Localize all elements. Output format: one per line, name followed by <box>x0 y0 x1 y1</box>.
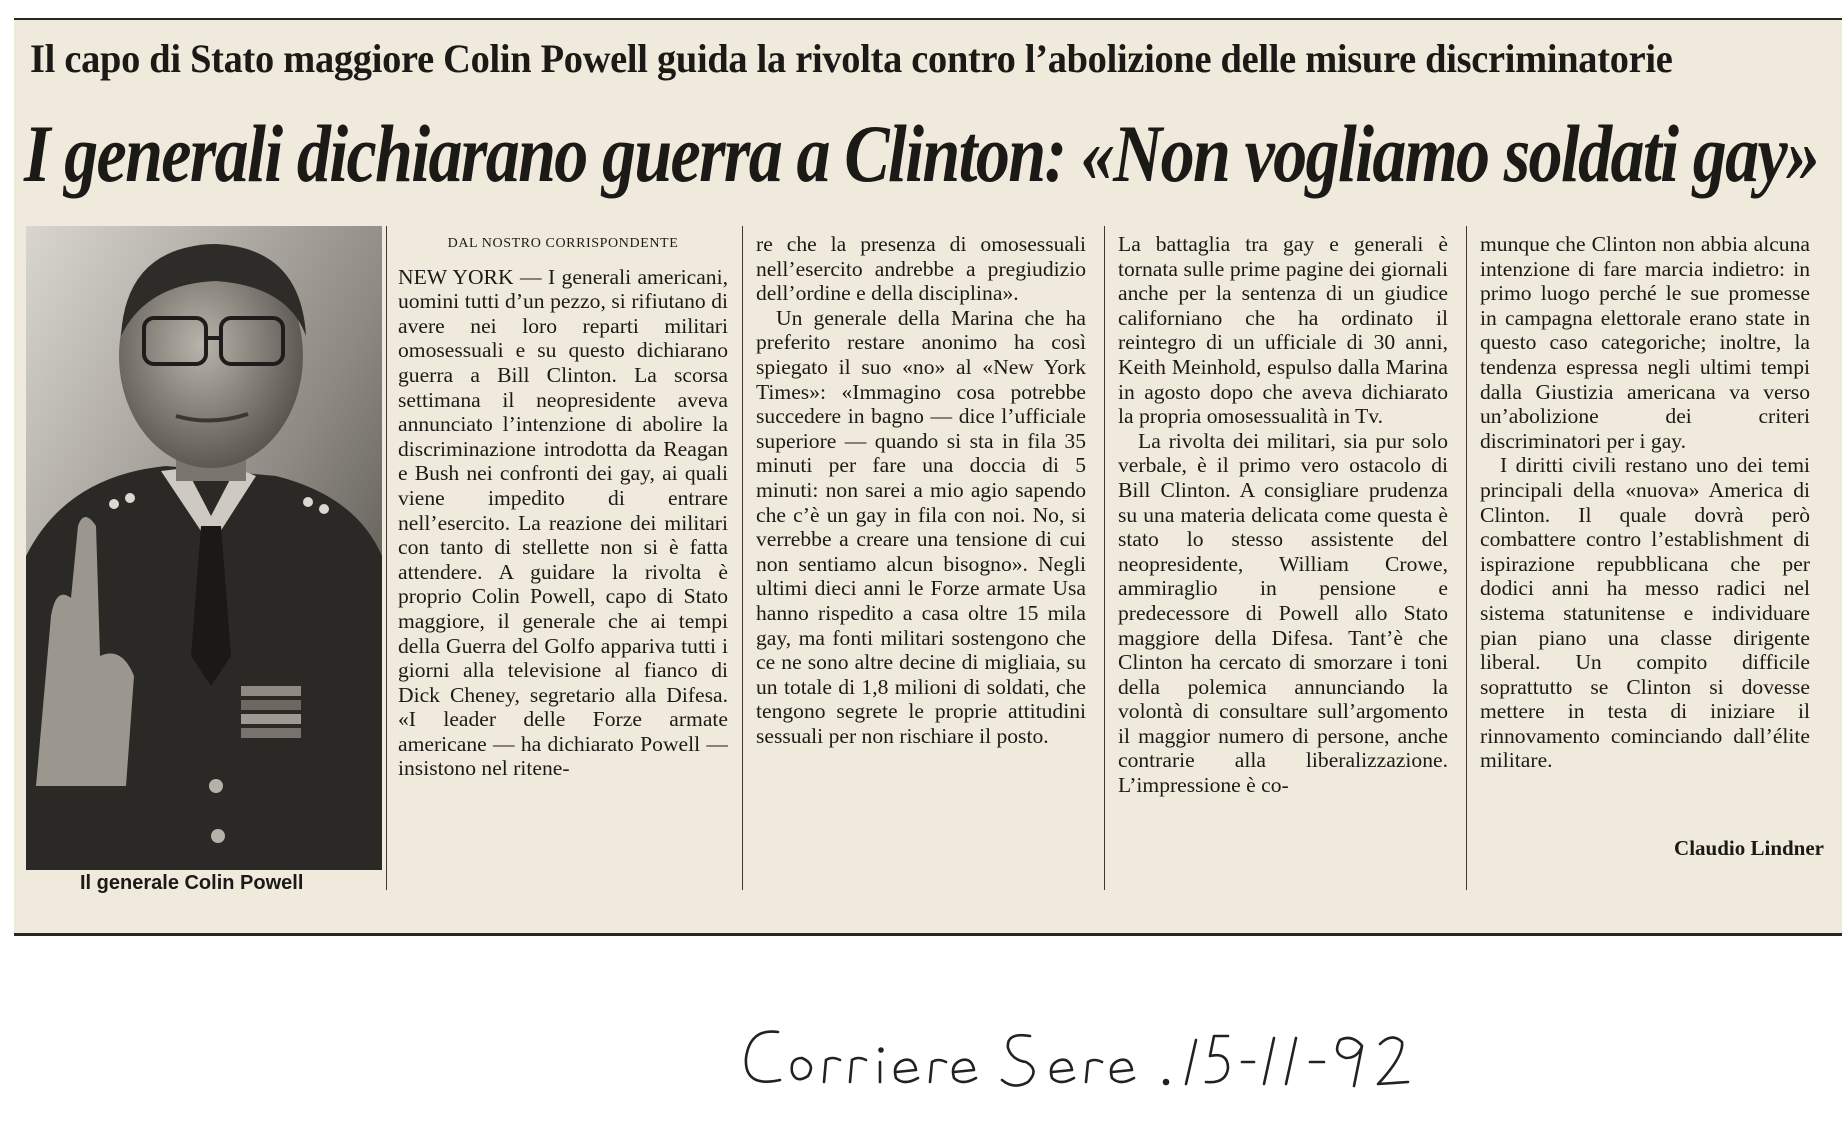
paragraph: munque che Clinton non abbia alcuna intenzione di fare marcia indietro: in primo luogo perché le sue promesse in campagna elettorale erano state in questo caso categoriche; inoltre, la tendenza espressa negli ultimi tempi dalla Giustizia americana va verso un’abolizione dei criteri discriminatori per i gay. <box>1480 232 1810 453</box>
portrait-illustration <box>26 226 382 870</box>
paragraph: La rivolta dei militari, sia pur solo verbale, è il primo vero ostacolo di Bill Clinton. A consigliare prudenza su una materia delicata come questa è stato lo stesso assistente del neopresidente, William Crowe, ammiraglio in pensione e predecessore di Powell allo Stato maggiore della Difesa. Tant’è che Clinton ha cercato di smorzare i toni della polemica annunciando la volontà di consultare sull’argomento il maggior numero di persone, anche contrarie alla liberalizzazione. L’impressione è co- <box>1118 428 1448 798</box>
handwritten-note <box>740 1010 1460 1100</box>
paragraph: NEW YORK — I generali americani, uomini tutti d’un pezzo, si rifiutano di avere nei loro reparti militari omosessuali e su questo dichiarano guerra a Bill Clinton. La scorsa settimana il neopresidente aveva annunciato l’intenzione di abolire la discriminazione introdotta da Reagan e Bush nei confronti dei gay, ai quali viene impedito di entrare nell’esercito. La reazione dei militari con tanto di stellette non si è fatta attendere. A guidare la rivolta è proprio Colin Powell, capo di Stato maggiore, il generale che ai tempi della Guerra del Golfo appariva tutti i giorni alla televisione al fianco di Dick Cheney, segretario alla Difesa. «I leader delle Forze armate americane — ha dichiarato Powell — insistono nel ritene- <box>398 264 728 781</box>
photo-caption: Il generale Colin Powell <box>80 872 304 894</box>
article-column-4 <box>1480 232 1810 884</box>
article-column-3 <box>1118 232 1448 884</box>
paragraph: re che la presenza di omosessuali nell’esercito andrebbe a pregiudizio dell’ordine e della disciplina». <box>756 232 1086 306</box>
column-rule <box>1104 226 1105 890</box>
handwritten-note-drawing <box>740 1010 1460 1100</box>
article-headline: I generali dichiarano guerra a Clinton: «Non vogliamo soldati gay» <box>24 108 1819 199</box>
column-rule <box>742 226 743 890</box>
author-signature: Claudio Lindner <box>1674 836 1824 860</box>
article-kicker: Il capo di Stato maggiore Colin Powell guida la rivolta contro l’abolizione delle misure discriminatorie <box>30 36 1673 81</box>
column-rule <box>1466 226 1467 890</box>
paragraph: Un generale della Marina che ha preferito restare anonimo ha così spiegato il suo «no» al «New York Times»: «Immagino cosa potrebbe succedere in bagno — dice l’ufficiale superiore — quando si sta in fila 35 minuti per fare una doccia di 5 minuti: non sarei a mio agio sapendo che c’è un gay in fila con noi. No, si verrebbe a creare una tensione di cui non sentiamo alcun bisogno». Negli ultimi dieci anni le Forze armate Usa hanno rispedito a casa oltre 15 mila gay, ma fonti militari sostengono che ce ne sono altre decine di migliaia, su un totale di 1,8 milioni di soldati, che tengono segrete le proprie attitudini sessuali per non rischiare il posto. <box>756 305 1086 748</box>
article-column-1 <box>398 232 728 884</box>
portrait-photo <box>26 226 382 870</box>
paragraph: I diritti civili restano uno dei temi principali della «nuova» America di Clinton. Il quale dovrà però combattere contro l’establishment di ispirazione repubblicana che per dodici anni ha messo radici nel sistema statunitense e individuare pian piano una classe dirigente liberal. Un compito difficile soprattutto se Clinton si dovesse mettere in testa di iniziare il rinnovamento cominciando dall’élite militare. <box>1480 453 1810 773</box>
newspaper-clipping <box>14 18 1842 936</box>
paragraph: La battaglia tra gay e generali è tornata sulle prime pagine dei giornali anche per la sentenza di un giudice californiano che ha ordinato il reintegro di un ufficiale di 30 anni, Keith Meinhold, espulso dalla Marina in agosto dopo che aveva dichiarato la propria omosessualità in Tv. <box>1118 232 1448 429</box>
article-column-2 <box>756 232 1086 884</box>
dateline: DAL NOSTRO CORRISPONDENTE <box>447 236 679 251</box>
column-rule <box>386 226 387 890</box>
